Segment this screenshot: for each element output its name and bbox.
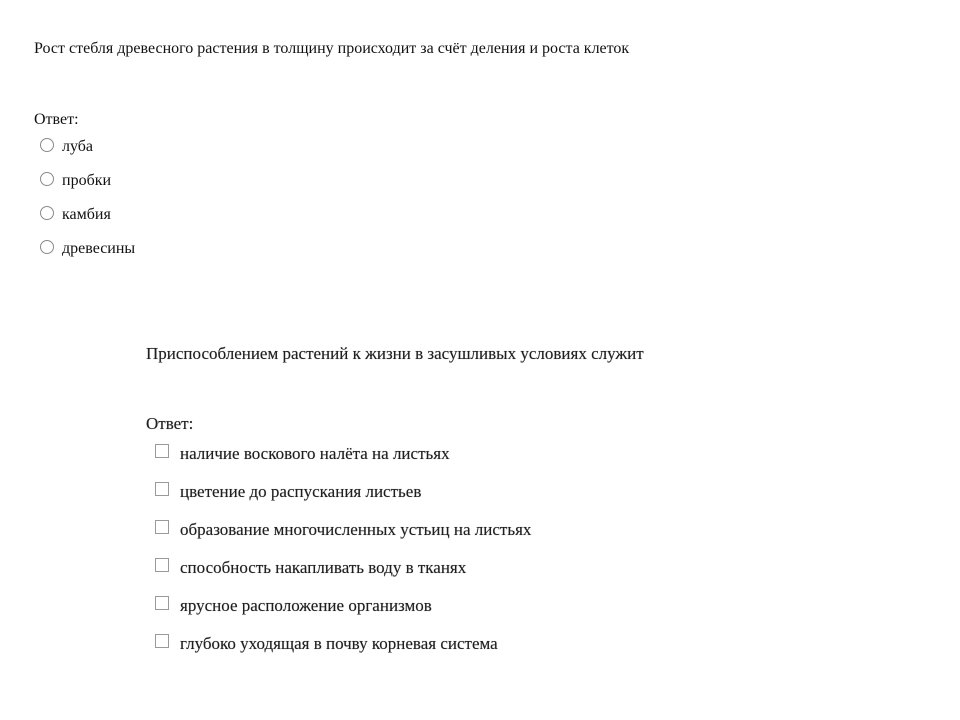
checkbox-option-label: глубоко уходящая в почву корневая система — [180, 634, 498, 653]
checkbox[interactable] — [155, 520, 169, 534]
radio-button[interactable] — [40, 206, 54, 220]
checkbox-option-5[interactable] — [155, 595, 906, 617]
checkbox-option-6[interactable] — [155, 633, 906, 655]
question-2-answer-label: Ответ: — [146, 414, 194, 433]
checkbox-option-label: ярусное расположение организмов — [180, 596, 432, 615]
question-1-options — [34, 137, 934, 259]
checkbox-option-1[interactable] — [155, 443, 906, 465]
checkbox-option-label: цветение до распускания листьев — [180, 482, 422, 501]
checkbox[interactable] — [155, 634, 169, 648]
question-1-answer-label: Ответ: — [34, 111, 79, 128]
checkbox-option-4[interactable] — [155, 557, 906, 579]
question-2-options — [146, 443, 906, 655]
checkbox[interactable] — [155, 558, 169, 572]
question-2-text: Приспособлением растений к жизни в засушливых условиях служит — [146, 344, 644, 363]
radio-button[interactable] — [40, 138, 54, 152]
checkbox-option-3[interactable] — [155, 519, 906, 541]
radio-option-kambiya[interactable] — [40, 205, 934, 225]
radio-option-probki[interactable] — [40, 171, 934, 191]
question-1-text: Рост стебля древесного растения в толщину происходит за счёт деления и роста клеток — [34, 40, 630, 57]
question-2-block — [146, 343, 906, 671]
checkbox-option-label: наличие воскового налёта на листьях — [180, 444, 450, 463]
radio-option-label: камбия — [62, 206, 111, 223]
radio-button[interactable] — [40, 240, 54, 254]
checkbox[interactable] — [155, 444, 169, 458]
checkbox-option-label: способность накапливать воду в тканях — [180, 558, 467, 577]
radio-option-label: древесины — [62, 240, 136, 257]
question-1-block — [34, 39, 934, 273]
checkbox-option-label: образование многочисленных устьиц на листьях — [180, 520, 532, 539]
radio-option-drevesiny[interactable] — [40, 239, 934, 259]
radio-option-label: пробки — [62, 172, 112, 189]
radio-option-label: луба — [62, 138, 94, 155]
radio-button[interactable] — [40, 172, 54, 186]
checkbox-option-2[interactable] — [155, 481, 906, 503]
radio-option-luba[interactable] — [40, 137, 934, 157]
checkbox[interactable] — [155, 596, 169, 610]
checkbox[interactable] — [155, 482, 169, 496]
